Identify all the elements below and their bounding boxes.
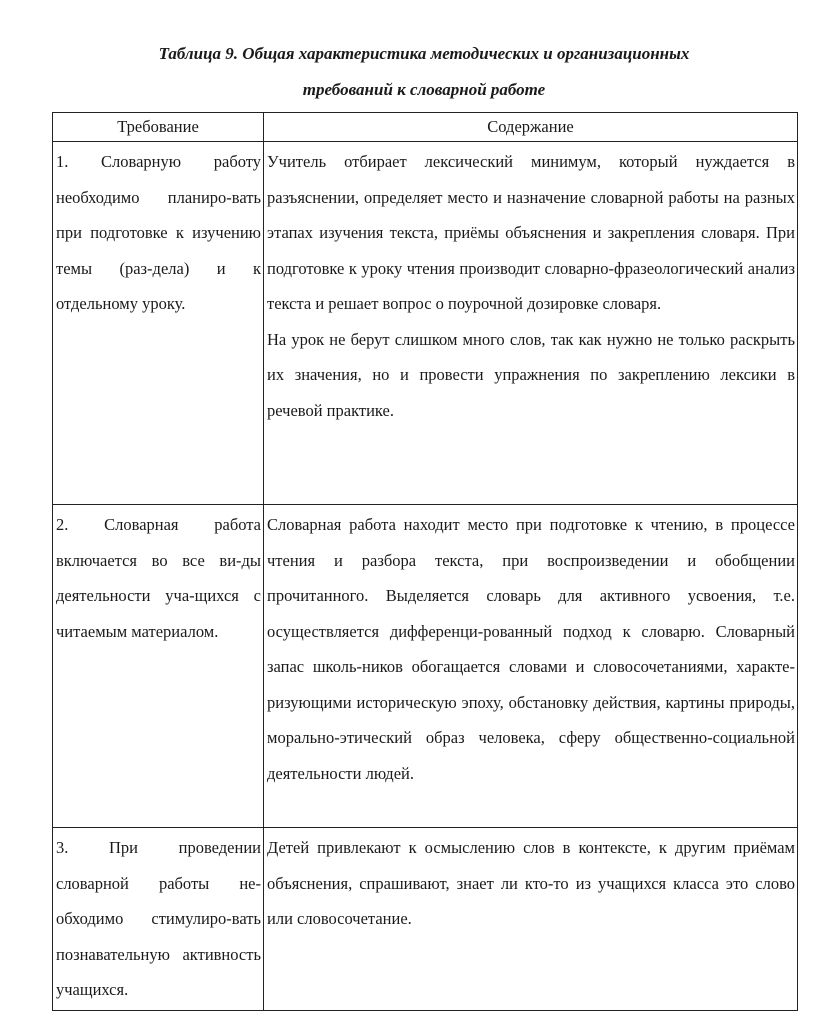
requirement-text: 2. Словарная работа включается во все ви-ды деятельности уча-щихся с читаемым материалом.	[56, 515, 261, 641]
table-row	[53, 828, 798, 1011]
requirement-cell	[53, 828, 264, 1011]
content-cell	[264, 505, 798, 828]
table-caption-line-2: требований к словарной работе	[302, 80, 546, 99]
column-header-content: Содержание	[264, 113, 798, 142]
content-paragraph: Учитель отбирает лексический минимум, который нуждается в разъяснении, определяет место и назначение словарной работы на разных этапах изучения текста, приёмы объяснения и закрепления словаря. При подготовке к уроку чтения производит словарно-фразеологический анализ текста и решает вопрос о поурочной дозировке словаря.	[267, 152, 795, 313]
content-paragraph: Словарная работа находит место при подготовке к чтению, в процессе чтения и разбора текста, при воспроизведении и обобщении прочитанного. Выделяется словарь для активного усвоения, т.е. осуществляется дифференци-рованный подход к словарю. Словарный запас школь-ников обогащается словами и словосочетаниями, характе-ризующими историческую эпоху, обстановку действия, картины природы, морально-этический образ человека, сферу общественно-социальной деятельности людей.	[267, 515, 795, 783]
content-cell	[264, 142, 798, 505]
table-row	[53, 505, 798, 828]
requirement-cell	[53, 505, 264, 828]
requirement-text: 1. Словарную работу необходимо планиро-вать при подготовке к изучению темы (раз-дела) и к отдельному уроку.	[56, 152, 261, 313]
content-paragraph: Детей привлекают к осмыслению слов в контексте, к другим приёмам объяснения, спрашивают, знает ли кто-то из учащихся класса это слово или словосочетание.	[267, 838, 795, 928]
requirements-table	[52, 112, 798, 1011]
table-row	[53, 142, 798, 505]
column-header-requirement: Требование	[53, 113, 264, 142]
table-caption-line-1: Таблица 9. Общая характеристика методических и организационных	[158, 44, 690, 63]
content-cell	[264, 828, 798, 1011]
requirement-cell	[53, 142, 264, 505]
requirement-text: 3. При проведении словарной работы не-обходимо стимулиро-вать познавательную активность учащихся.	[56, 838, 261, 999]
table-header-row	[53, 113, 798, 142]
content-paragraph: На урок не берут слишком много слов, так как нужно не только раскрыть их значения, но и провести упражнения по закреплению лексики в речевой практике.	[267, 329, 795, 420]
